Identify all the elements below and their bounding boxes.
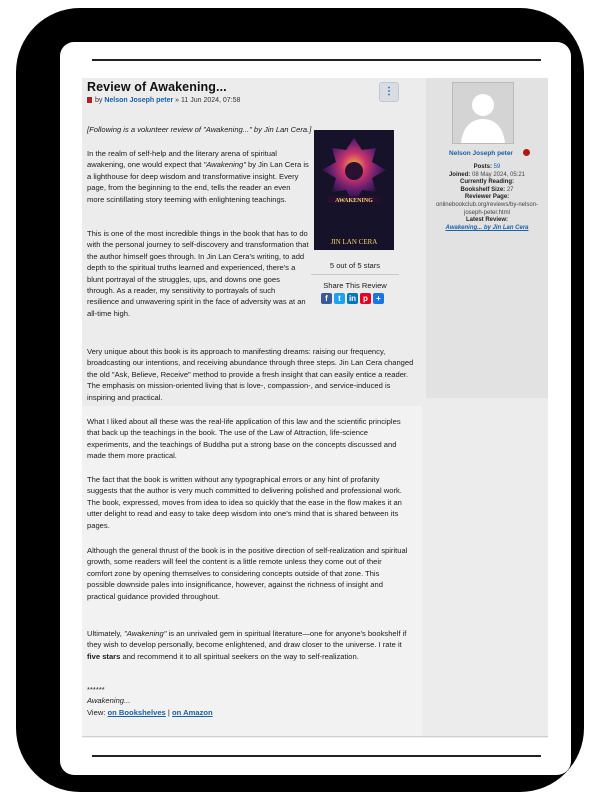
book-cover[interactable]	[314, 130, 394, 250]
profile-panel	[426, 78, 548, 398]
review-post	[82, 78, 548, 738]
paragraph-6: Although the general thrust of the book is in the positive direction of self-realization and spiritual growth, some readers will feel the content is a little remote unless they come out of their comfort zone by opening themselves to considering concepts outside of that zone. This possible downside pales into insignificance, however, against the richness of insight and practical guidance provided throughout.	[87, 546, 408, 601]
currently-reading-label: Currently Reading:	[459, 179, 514, 186]
post-menu-button[interactable]: ⋮	[379, 82, 399, 102]
joined-label: Joined:	[448, 171, 472, 178]
pinterest-icon[interactable]: p	[360, 293, 371, 304]
profile-stats	[428, 164, 546, 232]
screen	[60, 42, 571, 775]
reviewer-page-url: onlinebookclub.org/reviews/by-nelson-joseph-peter.html	[435, 201, 539, 216]
reviewer-page-label: Reviewer Page:	[464, 194, 510, 201]
book-rating: 5 out of 5 stars	[329, 261, 381, 270]
p1-after: by Jin Lan Cera is a lighthouse for deep wisdom and transformative insight. Every page, from the beginning to the end, tells the reader an even more scintillating story teeming with enlightening teachings.	[87, 160, 309, 204]
cover-title: AWAKENING	[335, 198, 373, 204]
book-cover-art	[314, 130, 394, 250]
author-link[interactable]: Nelson Joseph peter	[104, 97, 174, 104]
rating-divider	[311, 274, 399, 275]
latest-review-link[interactable]: Awakening... by Jin Lan Cera	[445, 224, 529, 231]
offline-status-icon	[523, 149, 530, 156]
post-signature	[87, 684, 213, 718]
post-icon	[87, 97, 92, 103]
post-footer-line	[82, 736, 548, 737]
stars-separator: ******	[87, 685, 105, 694]
p7-mid: is an unrivaled gem in spiritual literature—one for anyone's bookshelf if they wish to develop personally, become enlightened, and draw closer to the universe. I rate it	[87, 629, 407, 650]
paragraph-5: The fact that the book is written without any typographical errors or any hint of profanity suggests that the author is very much committed to delivering polished and professional work. The book, expressed, moves from idea to idea so quickly that the ease in the flow makes it an utter delight to read and easy to take deep wisdom into one's mind that is shared between its pages.	[87, 475, 402, 530]
avatar[interactable]	[452, 82, 514, 144]
paragraph-3: Very unique about this book is its approach to manifesting dreams: raising our frequency, broadcasting our intentions, and receiving abundance through three steps. Jin Lan Cera changed the old "Ask, Believe, Receive" method to provide a fresh insight that can easily entice a reader. The emphasis on mission-oriented living that is love-, compassion-, and service-induced is inspiring and practical.	[87, 347, 414, 402]
bottom-divider	[92, 755, 541, 757]
share-label: Share This Review	[323, 281, 387, 290]
paragraph-7	[87, 628, 409, 662]
bookshelves-link[interactable]: on Bookshelves	[107, 707, 166, 717]
view-label: View:	[87, 707, 108, 717]
post-title[interactable]: Review of Awakening...	[87, 80, 227, 94]
linkedin-icon[interactable]: in	[348, 294, 357, 303]
review-intro: [Following is a volunteer review of "Awakening..." by Jin Lan Cera.]	[87, 125, 312, 134]
post-date: » 11 Jun 2024, 07:58	[173, 97, 241, 104]
tablet-frame	[16, 8, 584, 792]
paragraph-4: What I liked about all these was the real-life application of this law and the scientific principles that back up the teachings in the book. The use of the Law of Attraction, life-science experiments, and the teachings of Buddha put a strong base on the concepts discussed and made them more practical.	[87, 417, 401, 461]
p7-title: "Awakening"	[124, 629, 167, 638]
latest-review-label: Latest Review:	[465, 217, 508, 224]
cover-author: JIN LAN CERA	[330, 238, 378, 246]
p7-rating-bold: five stars	[87, 651, 121, 661]
posts-count[interactable]: 59	[493, 164, 501, 170]
facebook-icon[interactable]: f	[321, 293, 332, 304]
avatar-silhouette-icon	[453, 83, 513, 143]
twitter-icon[interactable]: t	[334, 293, 345, 304]
profile-username[interactable]: Nelson Joseph peter	[449, 150, 513, 157]
p1-before: In the realm of self-help and the literary arena of spiritual awakening, one would expect that	[87, 149, 277, 170]
p1-title: "Awakening"	[203, 160, 246, 170]
top-divider	[92, 59, 541, 61]
paragraph-1	[87, 148, 309, 205]
share-more-icon[interactable]: +	[373, 293, 384, 304]
link-separator: |	[165, 707, 172, 717]
p7-before: Ultimately,	[87, 629, 124, 638]
paragraph-2: This is one of the most incredible things in the book that has to do with the personal journey to self-discovery and transformation that the author himself goes through. In Jin Lan Cera's writing, to add depth to the spiritual truths learned and experienced, there's a blunt portrayal of the struggles, ups, and downs one goes through. As a reader, my sensitivity to portrayals of such resilience and unwavering spirit in the face of adversity was at an all-time high.	[87, 229, 309, 318]
by-label: by	[95, 97, 103, 104]
post-byline	[87, 97, 240, 104]
bookshelf-label: Bookshelf Size:	[460, 186, 507, 193]
amazon-link[interactable]: on Amazon	[172, 707, 213, 717]
post-body	[82, 78, 422, 738]
joined-date: 08 May 2024, 05:21	[471, 171, 526, 178]
book-name: Awakening...	[87, 696, 131, 706]
bookshelf-size: 27	[506, 186, 514, 193]
p7-after: and recommend it to all spiritual seekers on the way to self-realization.	[120, 651, 359, 661]
posts-label: Posts:	[473, 164, 494, 170]
